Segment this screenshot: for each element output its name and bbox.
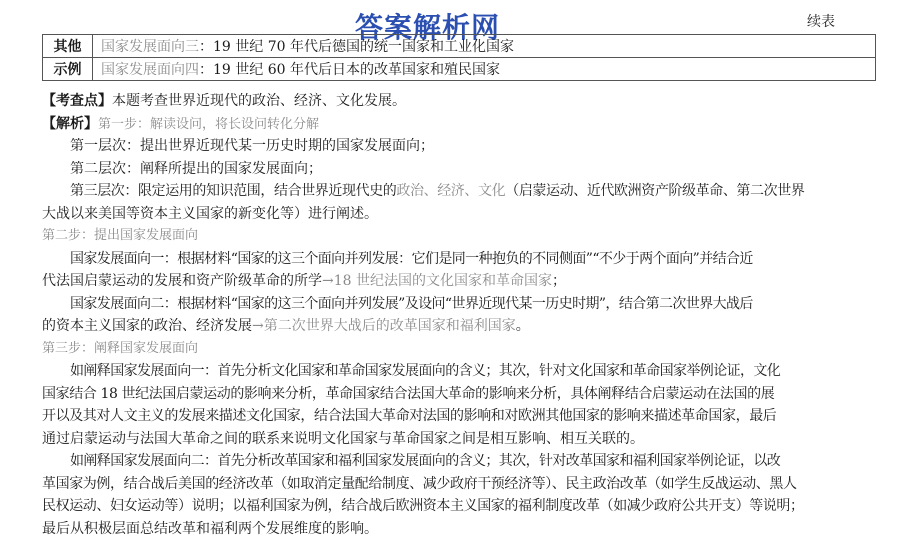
table-header-cell: 其他 (43, 35, 93, 58)
kaochadian-text: 本题考查世界近现代的政治、经济、文化发展。 (112, 93, 406, 109)
table-row (43, 35, 876, 58)
level2-line: 第二层次：阐释所提出的国家发展面向； (70, 160, 322, 177)
watermark-logo: 答案解析网 (355, 11, 501, 44)
face2-line-cont (42, 315, 876, 338)
para1-line: 通过启蒙运动与法国大革命之间的联系来说明文化国家与革命国家之间是相互影响、相互关联的。 (42, 430, 644, 447)
jiexi-line (42, 113, 876, 136)
step1-heading: 第一步：解读设问，将长设问转化分解 (98, 116, 320, 132)
face1-line-cont (42, 270, 876, 293)
direction-text: ：19 世纪 60 年代后日本的改革国家和殖民国家 (199, 62, 500, 78)
table-cell (93, 58, 876, 81)
continued-label: 续表 (807, 14, 835, 30)
para2-line: 最后从积极层面总结改革和福利两个发展维度的影响。 (42, 520, 378, 537)
level1-line: 第一层次：提出世界近现代某一历史时期的国家发展面向； (70, 138, 434, 154)
step2-heading: 第二步：提出国家发展面向 (42, 228, 199, 243)
direction-label: 国家发展面向三 (101, 39, 199, 55)
face1-line: 国家发展面向一：根据材料“国家的这三个面向并列发展：它们是同一种抱负的不同侧面”“不少于两个面向”并结合近 (70, 250, 753, 267)
face2-line: 国家发展面向二：根据材料“国家的这三个面向并列发展”及设问“世界近现代某一历史时期”，结合第二次世界大战后 (70, 295, 753, 312)
kaochadian-line (42, 90, 876, 113)
step3-heading: 第三步：阐释国家发展面向 (42, 340, 199, 356)
para2-line: 民权运动、妇女运动等）说明；以福利国家为例，结合战后欧洲资本主义国家的福利制度改革（如减少政府公共开支）等说明； (42, 498, 804, 514)
para1-line: 如阐释国家发展面向一：首先分析文化国家和革命国家发展面向的含义；其次，针对文化国家和革命国家举例论证，文化 (70, 363, 781, 379)
table-cell (93, 35, 876, 58)
table-row (43, 58, 876, 81)
level3-line (42, 180, 876, 203)
analysis-body (42, 90, 876, 540)
jiexi-tag: 【解析】 (42, 115, 98, 132)
face2-text-c: 。 (515, 318, 530, 334)
level3-gray: 政治、经济、文化 (396, 183, 506, 199)
face2-gray: →第二次世界大战后的改革国家和福利国家 (252, 318, 516, 334)
face1-text-b: 代法国启蒙运动的发展和资产阶级革命的所学 (42, 273, 322, 289)
direction-label: 国家发展面向四 (101, 62, 199, 78)
level3-text-a: 第三层次：限定运用的知识范围，结合世界近现代史的 (70, 183, 397, 199)
para1-line: 国家结合 18 世纪法国启蒙运动的影响来分析，革命国家结合法国大革命的影响来分析，具体阐释结合启蒙运动在法国的展 (42, 385, 775, 402)
level3-line-cont: 大战以来美国等资本主义国家的新变化等）进行阐述。 (42, 205, 378, 222)
para1-line: 开以及其对人文主义的发展来描述文化国家，结合法国大革命对法国的影响和对欧洲其他国家的影响来描述革命国家，最后 (42, 408, 777, 424)
level3-text-b: （启蒙运动、近代欧洲资产阶级革命、第二次世界 (505, 183, 805, 199)
para2-line: 如阐释国家发展面向二：首先分析改革国家和福利国家发展面向的含义；其次，针对改革国家和福利国家举例论证，以改 (70, 453, 781, 469)
kaochadian-tag: 【考查点】 (42, 93, 112, 109)
face1-gray: →18 世纪法国的文化国家和革命国家 (322, 273, 552, 289)
direction-text: ：19 世纪 70 年代后德国的统一国家和工业化国家 (199, 39, 514, 55)
face1-text-c: ； (552, 273, 566, 289)
para2-line: 革国家为例，结合战后美国的经济改革（如取消定量配给制度、减少政府干预经济等）、民主政治改革（如学生反战运动、黑人 (42, 475, 797, 492)
face2-text-b: 的资本主义国家的政治、经济发展 (42, 318, 252, 334)
table-header-cell: 示例 (43, 58, 93, 81)
example-table (42, 34, 876, 81)
